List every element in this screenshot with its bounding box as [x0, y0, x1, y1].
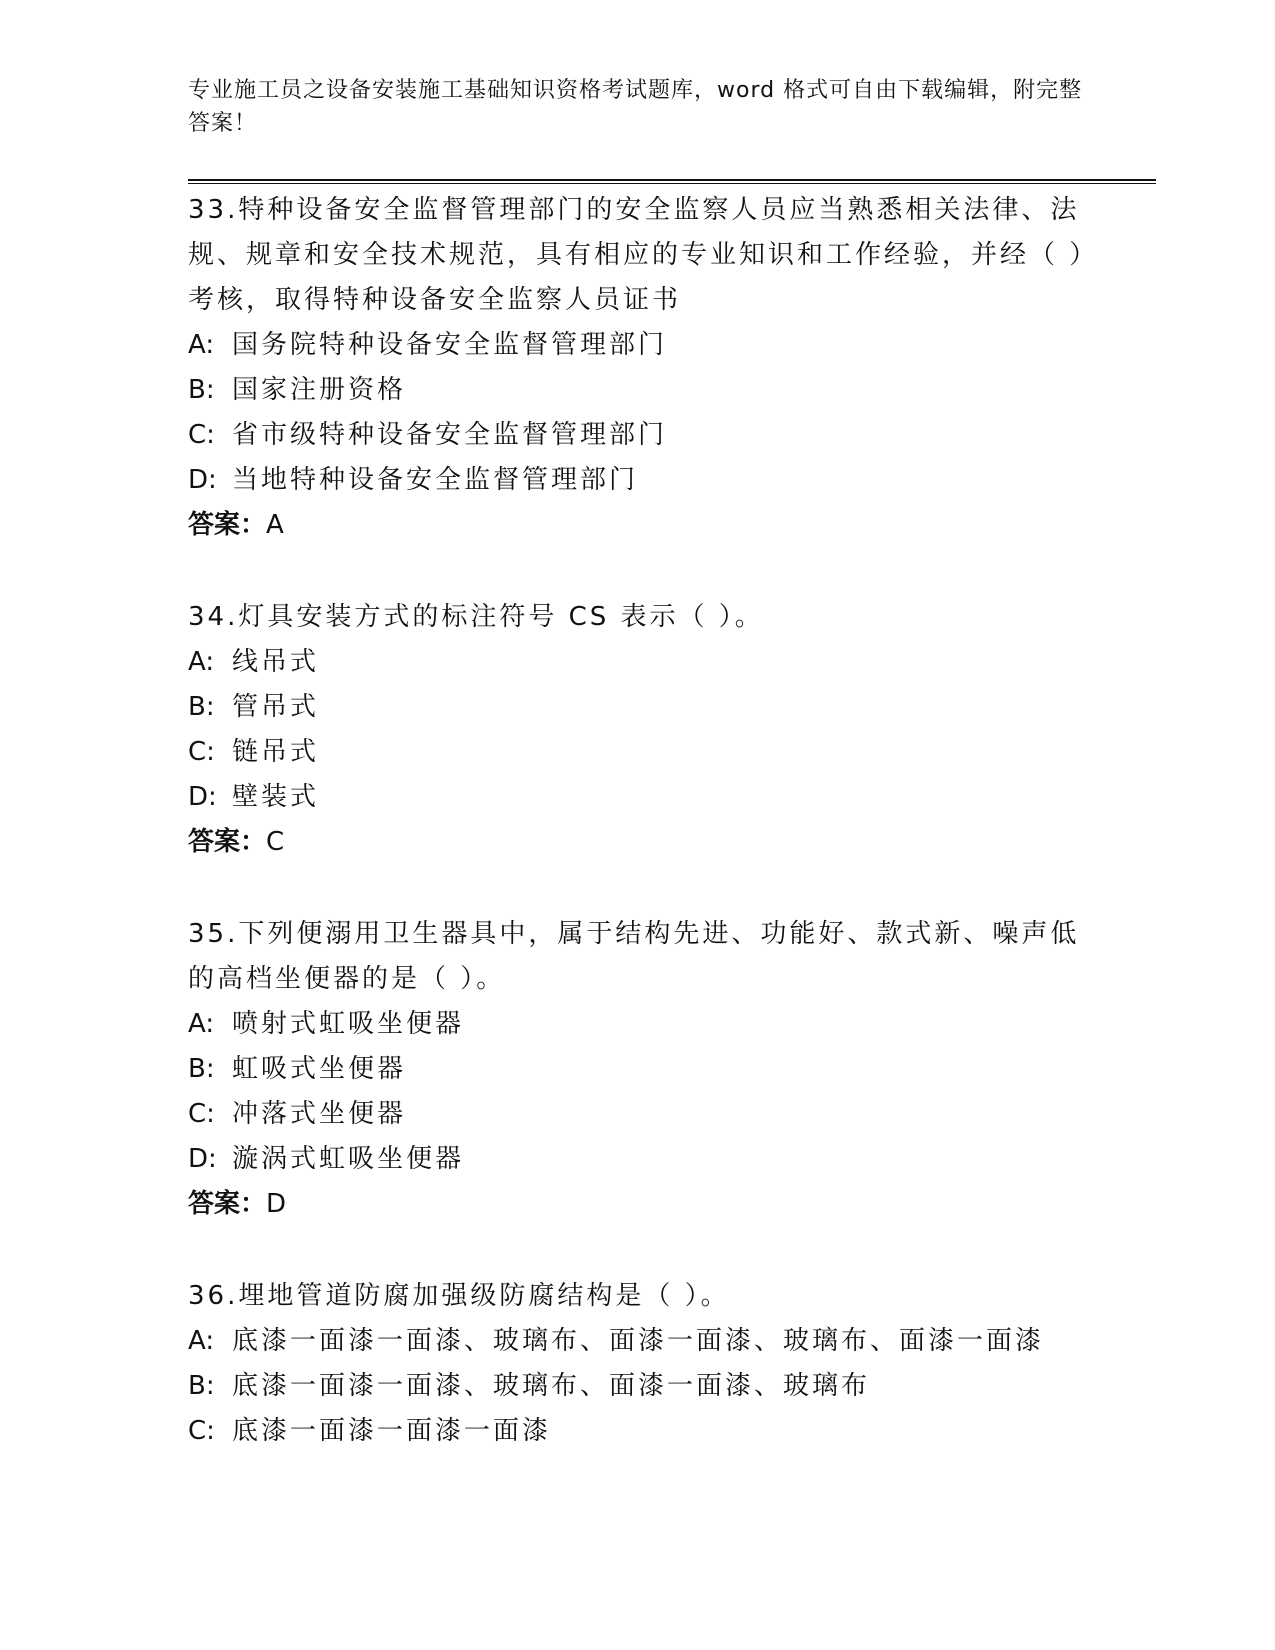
option-text: 底漆一面漆一面漆一面漆	[232, 1416, 552, 1446]
answer-value: A	[266, 510, 284, 540]
question-text: 34.灯具安装方式的标注符号 CS 表示（ ）。	[188, 602, 764, 632]
spacer	[188, 865, 1088, 912]
option-text: 当地特种设备安全监督管理部门	[232, 465, 639, 495]
option-text: 省市级特种设备安全监督管理部门	[232, 420, 668, 450]
question-list	[188, 188, 1088, 1454]
option-letter: C:	[188, 420, 215, 450]
option-a	[188, 640, 1088, 685]
option-b	[188, 368, 1088, 413]
spacer	[188, 1227, 1088, 1274]
option-d	[188, 458, 1088, 503]
header-rule-thick	[188, 179, 1156, 181]
option-d	[188, 775, 1088, 820]
option-letter: B:	[188, 692, 215, 722]
question-36	[188, 1274, 1088, 1454]
answer-label: 答案：	[188, 827, 267, 857]
option-b	[188, 1364, 1088, 1409]
option-c	[188, 1409, 1088, 1454]
option-text: 虹吸式坐便器	[232, 1054, 407, 1084]
option-text: 国家注册资格	[232, 375, 407, 405]
option-text: 底漆一面漆一面漆、玻璃布、面漆一面漆、玻璃布	[232, 1371, 871, 1401]
option-text: 管吊式	[232, 692, 320, 722]
option-text: 线吊式	[232, 647, 320, 677]
answer-value: C	[266, 827, 285, 857]
option-letter: C:	[188, 1416, 215, 1446]
answer-line	[188, 503, 1088, 548]
answer-label: 答案：	[188, 510, 267, 540]
option-c	[188, 1092, 1088, 1137]
question-33	[188, 188, 1088, 548]
question-34	[188, 595, 1088, 865]
spacer	[188, 548, 1088, 595]
question-text: 35.下列便溺用卫生器具中，属于结构先进、功能好、款式新、噪声低的高档坐便器的是（ ）。	[188, 919, 1080, 994]
option-text: 链吊式	[232, 737, 320, 767]
option-d	[188, 1137, 1088, 1182]
question-text: 33.特种设备安全监督管理部门的安全监察人员应当熟悉相关法律、法规、规章和安全技术规范，具有相应的专业知识和工作经验，并经（ ）考核，取得特种设备安全监察人员证书	[188, 195, 1086, 315]
option-letter: A:	[188, 647, 215, 677]
answer-line	[188, 820, 1088, 865]
option-letter: A:	[188, 1326, 215, 1356]
option-text: 壁装式	[232, 782, 320, 812]
option-text: 喷射式虹吸坐便器	[232, 1009, 465, 1039]
option-letter: D:	[188, 1144, 217, 1174]
option-b	[188, 685, 1088, 730]
answer-label: 答案：	[188, 1189, 267, 1219]
header-note: 专业施工员之设备安装施工基础知识资格考试题库，word 格式可自由下载编辑，附完整答案！	[188, 78, 1083, 136]
option-letter: D:	[188, 782, 217, 812]
option-b	[188, 1047, 1088, 1092]
option-letter: D:	[188, 465, 217, 495]
header-rule-thin	[188, 183, 1156, 184]
option-a	[188, 1319, 1088, 1364]
option-text: 国务院特种设备安全监督管理部门	[232, 330, 668, 360]
option-a	[188, 323, 1088, 368]
option-letter: C:	[188, 737, 215, 767]
option-letter: B:	[188, 1054, 215, 1084]
option-letter: A:	[188, 330, 215, 360]
question-text: 36.埋地管道防腐加强级防腐结构是（ ）。	[188, 1281, 730, 1311]
option-c	[188, 413, 1088, 458]
option-text: 底漆一面漆一面漆、玻璃布、面漆一面漆、玻璃布、面漆一面漆	[232, 1326, 1045, 1356]
answer-line	[188, 1182, 1088, 1227]
option-letter: B:	[188, 375, 215, 405]
question-35	[188, 912, 1088, 1227]
option-text: 冲落式坐便器	[232, 1099, 407, 1129]
option-letter: B:	[188, 1371, 215, 1401]
option-text: 漩涡式虹吸坐便器	[232, 1144, 465, 1174]
option-c	[188, 730, 1088, 775]
option-letter: A:	[188, 1009, 215, 1039]
option-a	[188, 1002, 1088, 1047]
answer-value: D	[266, 1189, 287, 1219]
option-letter: C:	[188, 1099, 215, 1129]
